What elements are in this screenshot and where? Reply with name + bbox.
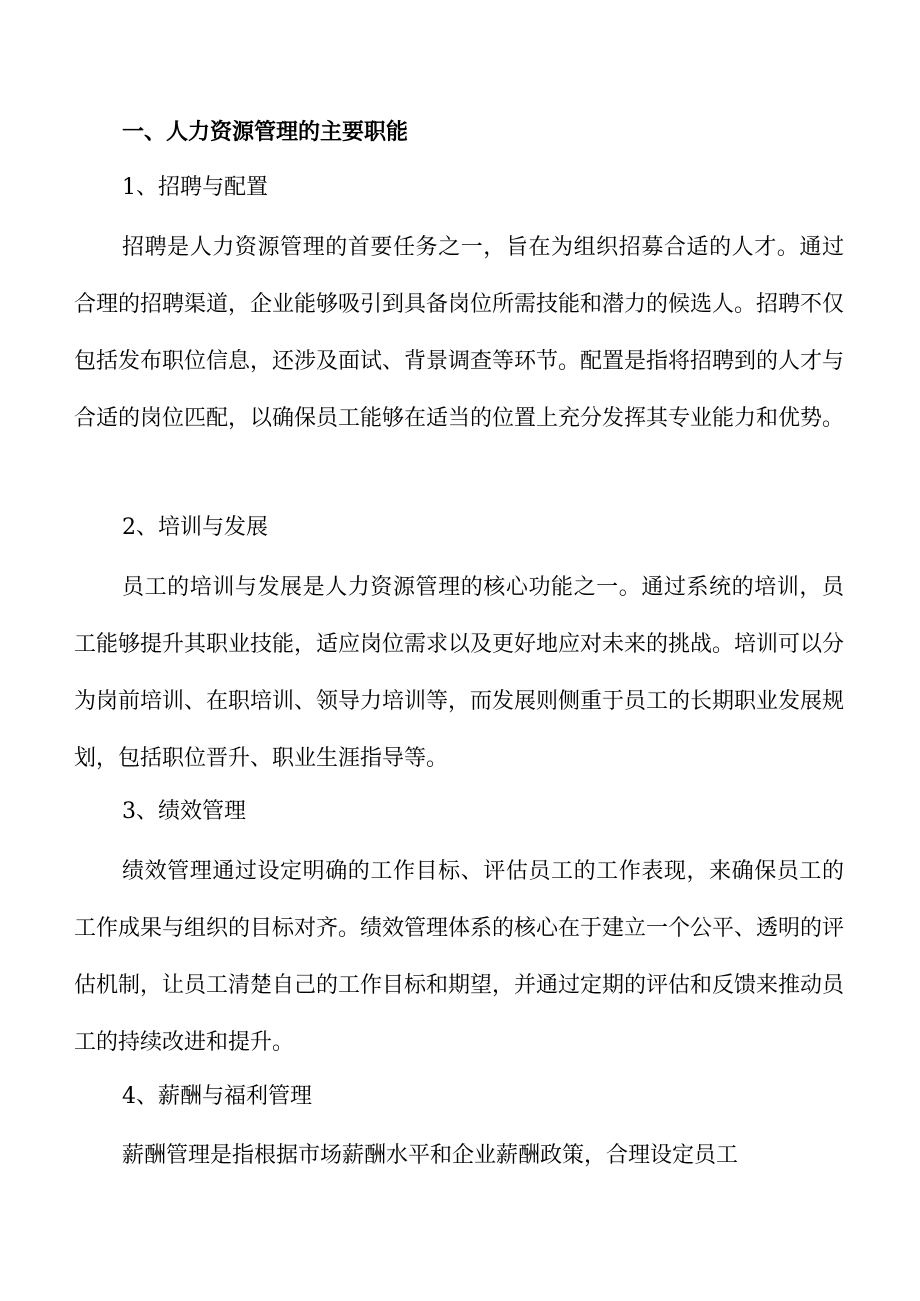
paragraph-recruitment: 招聘是人力资源管理的首要任务之一，旨在为组织招募合适的人才。通过合理的招聘渠道，企业能够吸引到具备岗位所需技能和潜力的候选人。招聘不仅包括发布职位信息，还涉及面试、背景调查等环节。配置是指将招聘到的人才与合适的岗位匹配，以确保员工能够在适当的位置上充分发挥其专业能力和优势。 [74, 235, 845, 431]
paragraph-compensation: 薪酬管理是指根据市场薪酬水平和企业薪酬政策，合理设定员工 [122, 1143, 739, 1168]
subsection-title-performance: 3、绩效管理 [122, 799, 246, 824]
subsection-title-recruitment: 1、招聘与配置 [122, 175, 268, 200]
paragraph-performance: 绩效管理通过设定明确的工作目标、评估员工的工作表现，来确保员工的工作成果与组织的目标对齐。绩效管理体系的核心在于建立一个公平、透明的评估机制，让员工清楚自己的工作目标和期望，并通过定期的评估和反馈来推动员工的持续改进和提升。 [74, 859, 845, 1055]
subsection-title-compensation: 4、薪酬与福利管理 [122, 1084, 312, 1109]
subsection-title-training: 2、培训与发展 [122, 515, 268, 540]
paragraph-training: 员工的培训与发展是人力资源管理的核心功能之一。通过系统的培训，员工能够提升其职业技能，适应岗位需求以及更好地应对未来的挑战。培训可以分为岗前培训、在职培训、领导力培训等，而发展则侧重于员工的长期职业发展规划，包括职位晋升、职业生涯指导等。 [74, 575, 845, 771]
section-heading: 一、人力资源管理的主要职能 [122, 119, 409, 145]
